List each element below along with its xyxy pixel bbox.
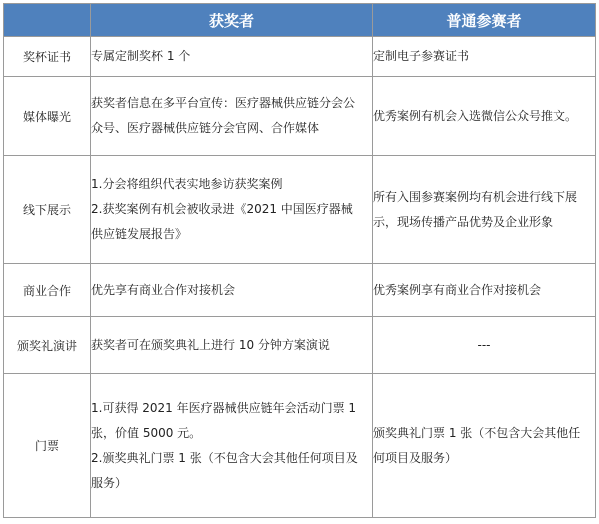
cell-text: 颁奖典礼门票 1 张（不包含大会其他任 (373, 425, 581, 440)
table-row (4, 264, 596, 317)
winner-cell (91, 156, 373, 264)
cell-text: 张，价值 5000 元。 (91, 425, 202, 440)
cell-text: 2.获奖案例有机会被收录进《2021 中国医疗器械 (91, 202, 353, 216)
cell-text: 众号、医疗器械供应链分会官网、合作媒体 (91, 121, 320, 135)
winner-cell (91, 264, 373, 317)
cell-text: 示，现场传播产品优势及企业形象 (373, 214, 554, 229)
cell-text: 1.分会将组织代表实地参访获奖案例 (91, 177, 283, 191)
cell-text: 何项目及服务） (373, 450, 458, 465)
row-label: 线下展示 (4, 156, 91, 264)
participant-cell (373, 156, 596, 264)
cell-text: 2.颁奖典礼门票 1 张（不包含大会其他任何项目及 (91, 450, 358, 465)
row-label: 颁奖礼演讲 (4, 317, 91, 374)
awards-comparison-table (3, 3, 596, 518)
row-label: 媒体曝光 (4, 77, 91, 156)
cell-text: 获奖者信息在多平台宣传：医疗器械供应链分会公 (91, 96, 356, 110)
participant-cell (373, 264, 596, 317)
header-participant: 普通参赛者 (373, 4, 596, 37)
table-row (4, 374, 596, 518)
cell-text: 定制电子参赛证书 (373, 49, 470, 63)
winner-cell (91, 317, 373, 374)
table-row (4, 317, 596, 374)
table-row (4, 156, 596, 264)
cell-text: 1.可获得 2021 年医疗器械供应链年会活动门票 1 (91, 400, 357, 415)
cell-text: 服务） (91, 475, 128, 490)
row-label: 门票 (4, 374, 91, 518)
cell-text: 优秀案例享有商业合作对接机会 (373, 282, 542, 297)
participant-cell (373, 374, 596, 518)
participant-cell (373, 37, 596, 77)
table-header-row (4, 4, 596, 37)
table-row (4, 37, 596, 77)
cell-text: 优先享有商业合作对接机会 (91, 282, 236, 297)
participant-cell (373, 77, 596, 156)
winner-cell (91, 374, 373, 518)
header-winner: 获奖者 (91, 4, 373, 37)
row-label: 奖杯证书 (4, 37, 91, 77)
cell-text: 优秀案例有机会入选微信公众号推文。 (373, 108, 578, 123)
cell-text: 获奖者可在颁奖典礼上进行 10 分钟方案演说 (91, 337, 330, 352)
header-empty-cell (4, 4, 91, 37)
row-label: 商业合作 (4, 264, 91, 317)
cell-text: 所有入围参赛案例均有机会进行线下展 (373, 189, 578, 204)
table-row (4, 77, 596, 156)
cell-text: 专属定制奖杯 1 个 (91, 49, 191, 63)
cell-text: 供应链发展报告》 (91, 227, 188, 241)
winner-cell (91, 77, 373, 156)
winner-cell (91, 37, 373, 77)
participant-cell (373, 317, 596, 374)
cell-text: --- (477, 337, 491, 352)
